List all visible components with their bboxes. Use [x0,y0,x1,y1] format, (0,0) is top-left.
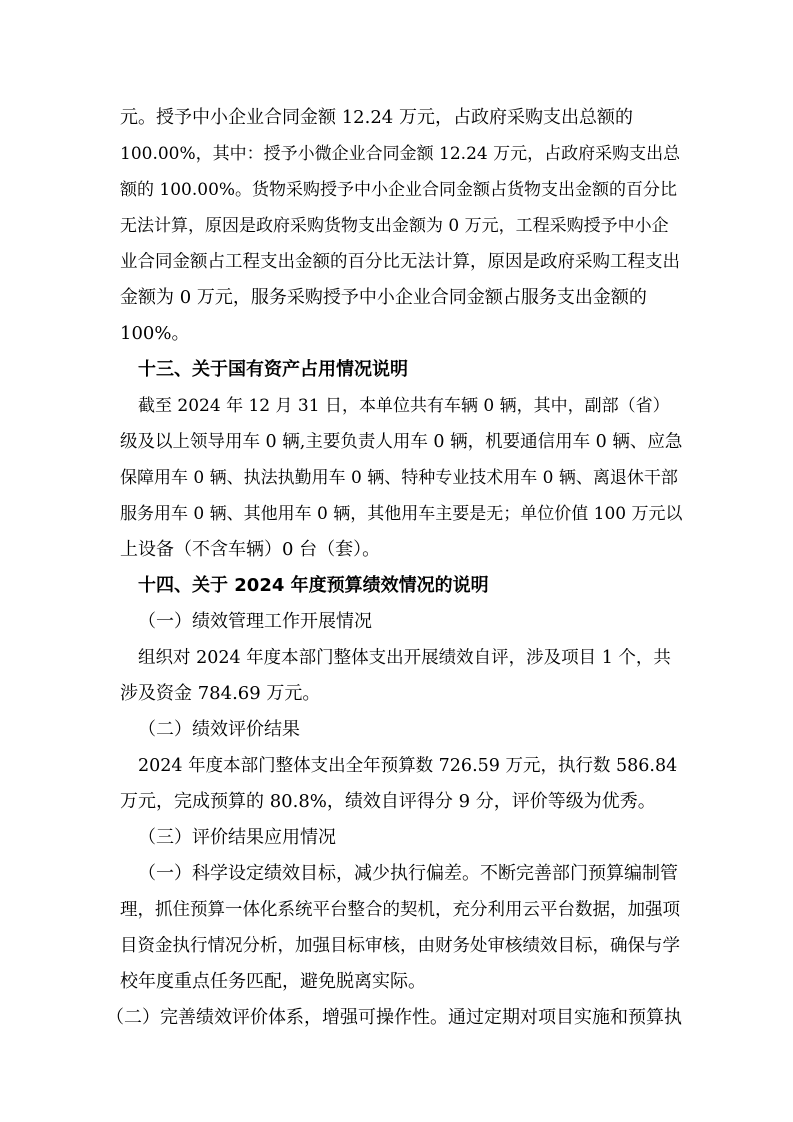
paragraph-line [0,856,793,892]
paragraph-line [0,676,793,712]
subheading-text: （三）评价结果应用情况 [138,827,336,848]
paragraph-line [0,316,793,352]
text-line: 金额为 0 万元，服务采购授予中小企业合同金额占服务支出金额的 [120,287,647,308]
paragraph-line [0,424,793,460]
text-line: 2024 年度本部门整体支出全年预算数 726.59 万元，执行数 586.84 [138,756,678,776]
text-line: 目资金执行情况分析，加强目标审核，由财务处审核绩效目标，确保与学 [120,936,680,956]
paragraph-line [0,784,793,820]
paragraph-line [0,892,793,928]
text-line: （二）完善绩效评价体系，增强可操作性。通过定期对项目实施和预算执 [106,1007,682,1028]
paragraph-line [0,496,793,532]
text-line: 服务用车 0 辆、其他用车 0 辆，其他用车主要是无；单位价值 100 万元以 [120,504,683,524]
text-line: 无法计算，原因是政府采购货物支出金额为 0 万元，工程采购授予中小企 [120,216,669,236]
text-line: 万元，完成预算的 80.8%，绩效自评得分 9 分，评价等级为优秀。 [120,791,656,812]
text-line: 上设备（不含车辆）0 台（套）。 [120,539,381,560]
subheading-text: （二）绩效评价结果 [138,719,300,740]
paragraph-line [0,748,793,784]
text-line: 保障用车 0 辆、执法执勤用车 0 辆、特种专业技术用车 0 辆、离退休干部 [120,468,678,488]
subsection-heading-3 [0,820,793,856]
paragraph-line [0,244,793,280]
text-line: 理，抓住预算一体化系统平台整合的契机，充分利用云平台数据，加强项 [120,900,680,920]
text-line: 涉及资金 784.69 万元。 [120,683,321,704]
text-line: 级及以上领导用车 0 辆,主要负责人用车 0 辆，机要通信用车 0 辆、应急 [120,432,683,452]
paragraph-line [0,964,793,1000]
text-line: 100.00%，其中：授予小微企业合同金额 12.24 万元，占政府采购支出总 [120,144,681,164]
text-line: 元。授予中小企业合同金额 12.24 万元，占政府采购支出总额的 [120,107,633,128]
subheading-text: （一）绩效管理工作开展情况 [138,611,372,632]
text-line: 业合同金额占工程支出金额的百分比无法计算，原因是政府采购工程支出 [120,252,680,272]
text-line: 校年度重点任务匹配，避免脱离实际。 [120,971,426,992]
heading-text: 十四、关于 2024 年度预算绩效情况的说明 [138,575,489,596]
paragraph-line [0,136,793,172]
paragraph-line [0,172,793,208]
section-heading-13 [0,352,793,388]
heading-text: 十三、关于国有资产占用情况说明 [138,359,408,380]
paragraph-line [0,388,793,424]
paragraph-line [0,208,793,244]
paragraph-line [0,460,793,496]
subsection-heading-1 [0,604,793,640]
paragraph-line [0,1000,793,1036]
text-line: （一）科学设定绩效目标，减少执行偏差。不断完善部门预算编制管 [138,863,678,884]
paragraph-line [0,100,793,136]
text-line: 100%。 [120,323,190,344]
paragraph-line [0,640,793,676]
paragraph-line [0,928,793,964]
text-line: 额的 100.00%。货物采购授予中小企业合同金额占货物支出金额的百分比 [120,180,678,200]
text-line: 组织对 2024 年度本部门整体支出开展绩效自评，涉及项目 1 个，共 [138,648,671,668]
text-line: 截至 2024 年 12 月 31 日，本单位共有车辆 0 辆，其中，副部（省） [138,396,670,416]
paragraph-line [0,280,793,316]
subsection-heading-2 [0,712,793,748]
section-heading-14 [0,568,793,604]
paragraph-line [0,532,793,568]
